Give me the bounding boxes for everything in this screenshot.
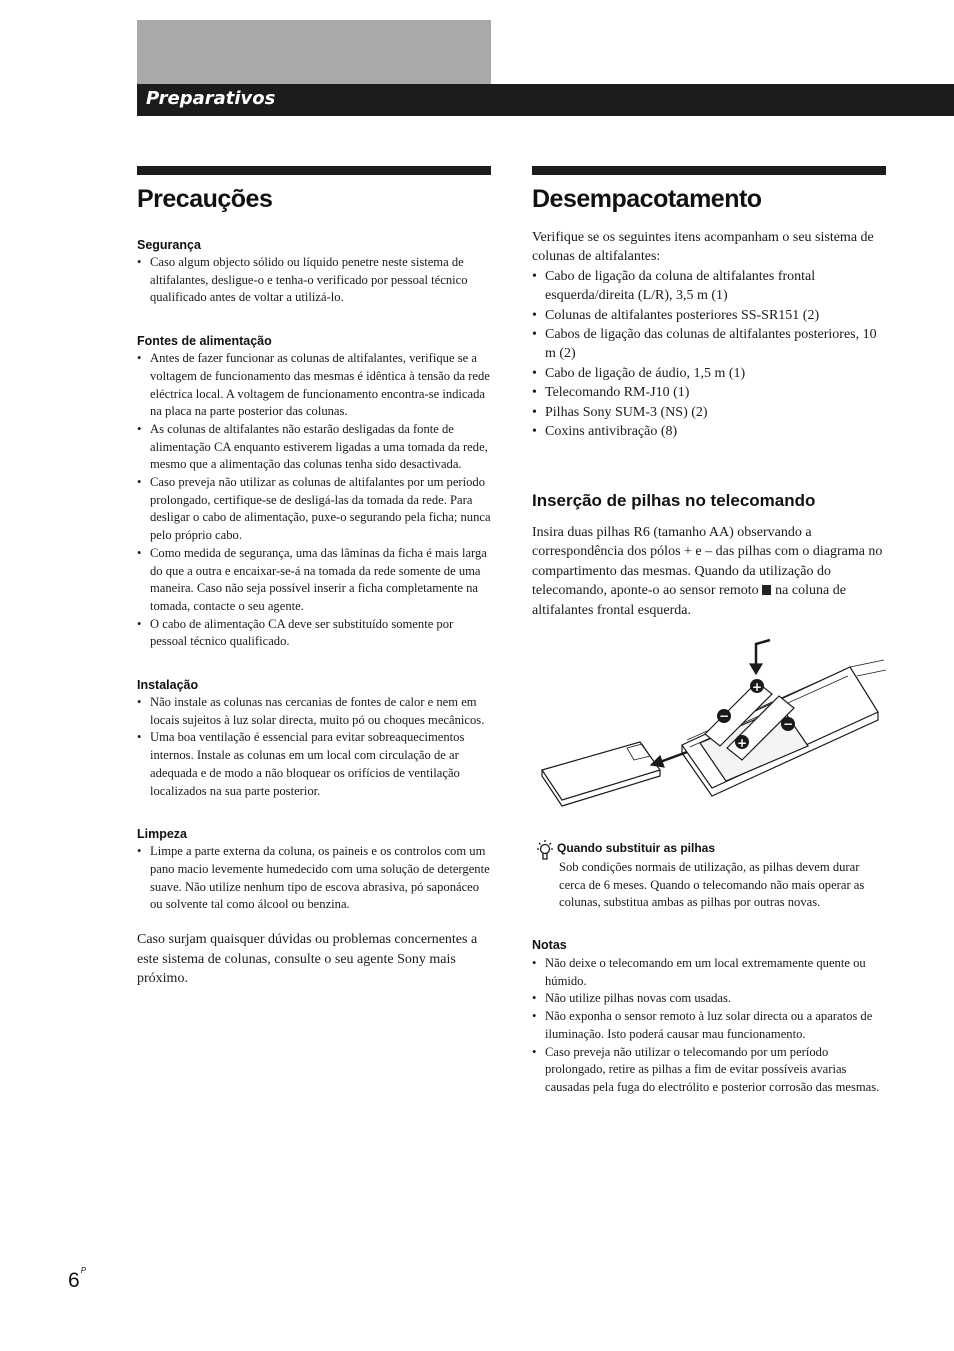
fontes-section [137, 334, 491, 651]
insercao-text: Insira duas pilhas R6 (tamanho AA) observando a correspondência dos pólos + e – das pilhas com o diagrama no compartimento das mesmas. Quando da utilização do telecomando, aponte-o ao sensor remoto [532, 525, 883, 599]
insercao-heading: Inserção de pilhas no telecomando [532, 491, 816, 510]
list-item: • Caso algum objecto sólido ou líquido penetre neste sistema de altifalantes, desligue-o e tenha-o verificado por pessoal técnico qualificado antes de voltar a utilizá-lo. [137, 254, 491, 307]
instalacao-heading: Instalação [137, 678, 199, 693]
unpack-intro: Verifique se os seguintes itens acompanham o seu sistema de colunas de altifalantes: [532, 230, 874, 265]
list-item: • Colunas de altifalantes posteriores SS-SR151 (2) [532, 306, 886, 325]
svg-text:+: + [751, 680, 763, 694]
precaucoes-title: Precauções [137, 185, 273, 213]
seguranca-list [137, 254, 491, 307]
notas-heading: Notas [532, 938, 567, 952]
svg-text:+: + [736, 736, 748, 750]
seguranca-section [137, 238, 491, 307]
desempacotamento-title: Desempacotamento [532, 185, 762, 213]
list-item: • Cabos de ligação das colunas de altifalantes posteriores, 10 m (2) [532, 325, 886, 364]
svg-text:−: − [718, 709, 730, 723]
list-item: • Limpe a parte externa da coluna, os paineis e os controlos com um pano macio levemente humedecido com uma solução de detergente suave. Não utilize nenhum tipo de escova abrasiva, pó saponáceo ou solvente tal como álcool ou benzina. [137, 843, 491, 914]
limpeza-heading: Limpeza [137, 827, 188, 842]
list-item: • O cabo de alimentação CA deve ser substituído somente por pessoal técnico qualificado. [137, 616, 491, 651]
title-rule [532, 166, 886, 175]
insercao-body [532, 523, 886, 620]
svg-text:−: − [782, 717, 794, 731]
list-item: • Cabo de ligação de áudio, 1,5 m (1) [532, 364, 886, 383]
list-item: • Caso preveja não utilizar o telecomando por um período prolongado, retire as pilhas a fim de evitar possíveis avarias causadas pela fuga do electrólito e posterior corrosão das mesmas. [532, 1044, 882, 1097]
header-tab [137, 20, 491, 84]
desempacotamento-column [532, 166, 886, 441]
list-item: • Caso preveja não utilizar as colunas de altifalantes por um período prolongado, certifique-se de desligá-las da tomada da rede. Para desligar o cabo de alimentação, puxe-o segurando pela ficha; nunca pelo próprio cabo. [137, 474, 491, 545]
insercao-text-end: na coluna de altifalantes frontal esquerda. [532, 583, 846, 618]
list-item: • Não exponha o sensor remoto à luz solar directa ou a aparatos de iluminação. Isto poderá causar mau funcionamento. [532, 1008, 882, 1043]
fontes-list [137, 350, 491, 651]
list-item: • Pilhas Sony SUM-3 (NS) (2) [532, 403, 886, 422]
list-item: • Cabo de ligação da coluna de altifalantes frontal esquerda/direita (L/R), 3,5 m (1) [532, 267, 886, 306]
limpeza-section [137, 827, 491, 914]
insert-arrow [756, 640, 770, 666]
page-number-value: 6 [68, 1269, 80, 1292]
list-item: • Coxins antivibração (8) [532, 422, 886, 441]
sensor-icon [762, 585, 771, 595]
list-item: • Não instale as colunas nas cercanias de fontes de calor e nem em locais sujeitos à luz solar directa, muito pó ou choques mecânicos. [137, 694, 491, 729]
fontes-heading: Fontes de alimentação [137, 334, 272, 349]
notas-list [532, 955, 882, 1097]
seguranca-heading: Segurança [137, 238, 201, 252]
list-item: • Uma boa ventilação é essencial para evitar sobreaquecimentos internos. Instale as colunas em um local com circulação de ar adequada e de modo a não bloquear os orifícios de ventilação localizados na sua parte posterior. [137, 729, 491, 800]
list-item: • Telecomando RM-J10 (1) [532, 383, 886, 402]
battery-cover [542, 742, 660, 800]
instalacao-list [137, 694, 491, 800]
slide-arrow [660, 752, 687, 762]
limpeza-list [137, 843, 491, 914]
list-item: • Não deixe o telecomando em um local extremamente quente ou húmido. [532, 955, 882, 990]
list-item: • Como medida de segurança, uma das lâminas da ficha é mais larga do que a outra e encaixar-se-á na tomada da rede somente de uma maneira. Caso não seja possível inserir a ficha completamente na tomada, contacte o seu agente. [137, 545, 491, 616]
list-item: • Antes de fazer funcionar as colunas de altifalantes, verifique se a voltagem de funcionamento das mesmas é idêntica à tensão da rede eléctrica local. A voltagem de funcionamento encontra-se indicada na placa na parte posterior das colunas. [137, 350, 491, 421]
page-number-suffix: P [80, 1266, 87, 1275]
section-bar [137, 84, 954, 116]
tip-body: Sob condições normais de utilização, as pilhas devem durar cerca de 6 meses. Quando o telecomando não mais operar as colunas, substitua ambas as pilhas por outras novas. [559, 860, 865, 910]
list-item: • Não utilize pilhas novas com usadas. [532, 990, 882, 1008]
title-rule [137, 166, 491, 175]
precaucoes-column [137, 166, 491, 988]
unpack-list [532, 267, 886, 442]
instalacao-section [137, 678, 491, 800]
closing-paragraph: Caso surjam quaisquer dúvidas ou problemas concernentes a este sistema de colunas, consulte o seu agente Sony mais próximo. [137, 932, 478, 986]
tip-icon [534, 838, 556, 862]
page-number [68, 1266, 86, 1293]
list-item: • As colunas de altifalantes não estarão desligadas da fonte de alimentação CA enquanto estiverem ligadas a uma tomada da rede, mesmo que a alimentação das colunas tenha sido desactivada. [137, 421, 491, 474]
section-title: Preparativos [146, 88, 276, 109]
tip-heading: Quando substituir as pilhas [557, 841, 716, 855]
battery-insertion-illustration [532, 630, 886, 830]
